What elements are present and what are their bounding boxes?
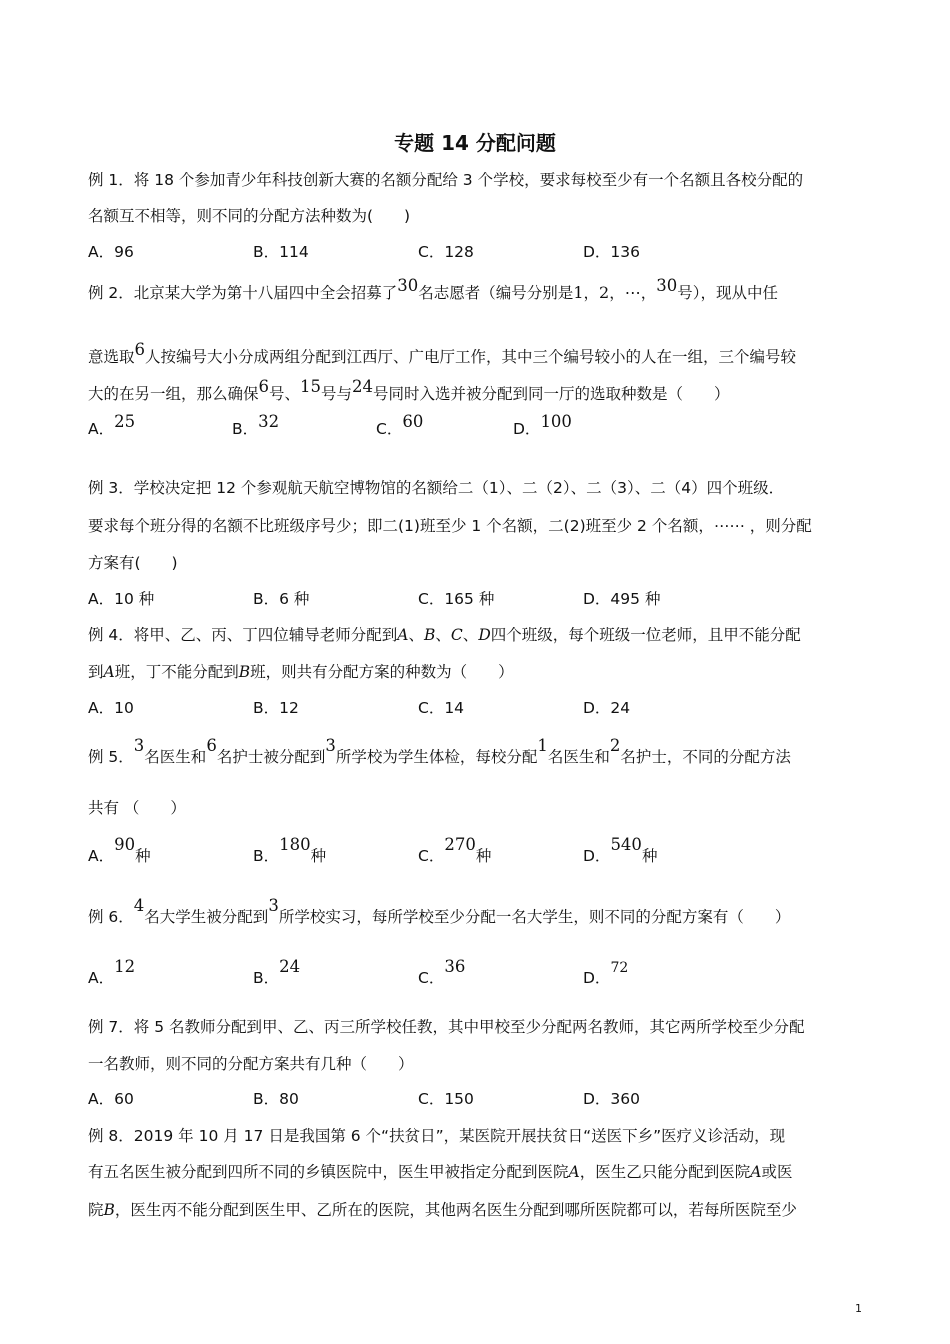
text: 名护士，不同的分配方法 bbox=[620, 748, 791, 766]
q5-option-c bbox=[418, 835, 492, 866]
option-value: 72 bbox=[610, 960, 629, 976]
number: 6 bbox=[134, 340, 146, 359]
option-letter: C． bbox=[418, 969, 445, 987]
question-1-line-2: 名额互不相等，则不同的分配方法种数为( ) bbox=[88, 207, 411, 225]
ellipsis: ⋯ bbox=[624, 283, 641, 302]
q6-option-d bbox=[583, 960, 629, 988]
option-letter: A． bbox=[88, 420, 115, 438]
q7-option-d: D．360 bbox=[583, 1090, 641, 1108]
page-number: 1 bbox=[855, 1302, 862, 1315]
number: 1 bbox=[537, 736, 548, 755]
text: 有五名医生被分配到四所不同的乡镇医院中，医生甲被指定分配到医院 bbox=[88, 1163, 569, 1181]
option-value: 60 bbox=[402, 412, 424, 431]
number: 15 bbox=[300, 377, 322, 396]
number: 4 bbox=[133, 896, 145, 915]
option-value: 36 bbox=[444, 957, 466, 976]
number: 1 bbox=[573, 283, 584, 302]
text: 人按编号大小分成两组分配到江西厅、广电厅工作，其中三个编号较小的人在一组，三个编号较 bbox=[145, 348, 797, 366]
text: 名医生和 bbox=[144, 748, 207, 766]
option-letter: C． bbox=[376, 420, 403, 438]
text: 或医 bbox=[761, 1163, 793, 1181]
q4-option-d: D．24 bbox=[583, 699, 631, 717]
text: 例 4．将甲、乙、丙、丁四位辅导老师分配到 bbox=[88, 626, 398, 644]
q6-option-b bbox=[253, 957, 301, 988]
variable: A bbox=[103, 663, 115, 681]
q2-option-a bbox=[88, 412, 136, 439]
q3-option-b: B．6 种 bbox=[253, 590, 310, 608]
q2-option-c bbox=[376, 412, 424, 439]
text: 、 bbox=[435, 626, 451, 644]
q7-option-b: B．80 bbox=[253, 1090, 299, 1108]
variable: A bbox=[750, 1163, 762, 1181]
text: 名医生和 bbox=[547, 748, 610, 766]
question-7-line-2: 一名教师，则不同的分配方案共有几种（ ） bbox=[88, 1055, 414, 1073]
option-unit: 种 bbox=[310, 847, 327, 865]
number: 6 bbox=[206, 736, 217, 755]
option-letter: C． bbox=[418, 847, 445, 865]
option-letter: D． bbox=[513, 420, 541, 438]
q3-option-c: C．165 种 bbox=[418, 590, 495, 608]
option-value: 12 bbox=[114, 957, 136, 976]
variable: C bbox=[450, 626, 463, 644]
text: 例 2．北京某大学为第十八届四中全会招募了 bbox=[88, 284, 398, 302]
text: 号同时入选并被分配到同一厅的选取种数是（ ） bbox=[373, 385, 730, 403]
variable: B bbox=[424, 626, 436, 644]
variable: B bbox=[238, 663, 251, 681]
text: ，医生丙不能分配到医生甲、乙所在的医院，其他两名医生分配到哪所医院都可以，若每所医院至少 bbox=[114, 1201, 797, 1219]
q4-option-c: C．14 bbox=[418, 699, 465, 717]
text: 例 6． bbox=[88, 908, 134, 926]
text: 、 bbox=[462, 626, 479, 644]
option-value: 270 bbox=[444, 835, 476, 854]
question-3-line-3: 方案有( ) bbox=[88, 554, 178, 572]
q7-option-a: A．60 bbox=[88, 1090, 134, 1108]
question-4-line-1 bbox=[88, 623, 801, 645]
q3-option-a: A．10 种 bbox=[88, 590, 155, 608]
question-5-line-1 bbox=[88, 736, 791, 767]
variable: A bbox=[397, 626, 409, 644]
q1-option-a: A．96 bbox=[88, 243, 134, 261]
text: 号、 bbox=[269, 385, 301, 403]
q4-option-a: A．10 bbox=[88, 699, 134, 717]
option-letter: B． bbox=[253, 969, 280, 987]
number: 30 bbox=[656, 276, 678, 295]
text: 四个班级，每个班级一位老师，且甲不能分配 bbox=[490, 626, 801, 644]
text: ， bbox=[609, 284, 625, 302]
variable: D bbox=[478, 626, 491, 644]
text: 例 5． bbox=[88, 748, 134, 766]
q2-option-d bbox=[513, 412, 572, 439]
variable: A bbox=[568, 1163, 580, 1181]
question-5-line-2: 共有 （ ） bbox=[88, 799, 186, 817]
question-6-line-1 bbox=[88, 896, 791, 927]
option-value: 90 bbox=[114, 835, 136, 854]
option-value: 32 bbox=[258, 412, 280, 431]
number: 24 bbox=[352, 377, 374, 396]
text: ， bbox=[640, 284, 657, 302]
option-letter: A． bbox=[88, 969, 115, 987]
text: 名志愿者（编号分别是 bbox=[418, 284, 574, 302]
text: 大的在另一组，那么确保 bbox=[88, 385, 259, 403]
text: 班，丁不能分配到 bbox=[114, 663, 239, 681]
question-8-line-1: 例 8．2019 年 10 月 17 日是我国第 6 个“扶贫日”，某医院开展扶贫日“送医下乡”医疗义诊活动，现 bbox=[88, 1127, 786, 1145]
text: ， bbox=[583, 284, 600, 302]
q3-option-d: D．495 种 bbox=[583, 590, 661, 608]
text: 号），现从中任 bbox=[677, 284, 778, 302]
q5-option-a bbox=[88, 835, 151, 866]
q2-option-b bbox=[232, 412, 280, 439]
number: 3 bbox=[133, 736, 145, 755]
text: 名大学生被分配到 bbox=[144, 908, 269, 926]
question-1-line-1: 例 1．将 18 个参加青少年科技创新大赛的名额分配给 3 个学校，要求每校至少有一个名额且各校分配的 bbox=[88, 171, 804, 189]
option-value: 100 bbox=[540, 412, 572, 431]
number: 2 bbox=[599, 283, 610, 302]
q6-option-c bbox=[418, 957, 466, 988]
text: 意选取 bbox=[88, 348, 135, 366]
text: ，医生乙只能分配到医院 bbox=[579, 1163, 751, 1181]
text: 所学校实习，每所学校至少分配一名大学生，则不同的分配方案有（ ） bbox=[278, 908, 791, 926]
question-2-line-2 bbox=[88, 340, 797, 367]
question-4-line-2 bbox=[88, 660, 514, 682]
text: 所学校为学生体检，每校分配 bbox=[335, 748, 538, 766]
number: 6 bbox=[258, 377, 270, 396]
number: 2 bbox=[609, 736, 621, 755]
option-value: 180 bbox=[279, 835, 311, 854]
text: 号与 bbox=[321, 385, 353, 403]
text: 班，则共有分配方案的种数为（ ） bbox=[250, 663, 514, 681]
q1-option-b: B．114 bbox=[253, 243, 309, 261]
q4-option-b: B．12 bbox=[253, 699, 299, 717]
option-letter: B． bbox=[232, 420, 259, 438]
option-letter: A． bbox=[88, 847, 115, 865]
q7-option-c: C．150 bbox=[418, 1090, 474, 1108]
option-value: 25 bbox=[114, 412, 136, 431]
text: 名护士被分配到 bbox=[216, 748, 326, 766]
number: 30 bbox=[397, 276, 419, 295]
text: 到 bbox=[88, 663, 104, 681]
q5-option-b bbox=[253, 835, 327, 866]
q5-option-d bbox=[583, 835, 658, 866]
text: 院 bbox=[88, 1201, 104, 1219]
option-unit: 种 bbox=[135, 847, 151, 865]
page-title: 专题 14 分配问题 bbox=[394, 131, 556, 155]
number: 3 bbox=[325, 736, 336, 755]
option-unit: 种 bbox=[475, 847, 492, 865]
option-unit: 种 bbox=[641, 847, 658, 865]
option-letter: D． bbox=[583, 847, 611, 865]
question-3-line-2: 要求每个班分得的名额不比班级序号少；即二(1)班至少 1 个名额，二(2)班至少 2 个名额，⋯⋯ ，则分配 bbox=[88, 517, 812, 535]
q1-option-c: C．128 bbox=[418, 243, 474, 261]
question-8-line-3 bbox=[88, 1198, 797, 1220]
question-8-line-2 bbox=[88, 1160, 792, 1182]
option-value: 24 bbox=[279, 957, 301, 976]
text: 、 bbox=[408, 626, 425, 644]
number: 3 bbox=[268, 896, 279, 915]
question-2-line-3 bbox=[88, 377, 730, 404]
question-3-line-1: 例 3．学校决定把 12 个参观航天航空博物馆的名额给二（1）、二（2）、二（3）、二（4）四个班级． bbox=[88, 479, 785, 497]
option-value: 540 bbox=[610, 835, 642, 854]
question-2-line-1 bbox=[88, 276, 778, 303]
option-letter: B． bbox=[253, 847, 280, 865]
variable: B bbox=[103, 1201, 115, 1219]
q1-option-d: D．136 bbox=[583, 243, 641, 261]
q6-option-a bbox=[88, 957, 136, 988]
question-7-line-1: 例 7．将 5 名教师分配到甲、乙、丙三所学校任教，其中甲校至少分配两名教师，其它两所学校至少分配 bbox=[88, 1018, 805, 1036]
option-letter: D． bbox=[583, 969, 611, 987]
